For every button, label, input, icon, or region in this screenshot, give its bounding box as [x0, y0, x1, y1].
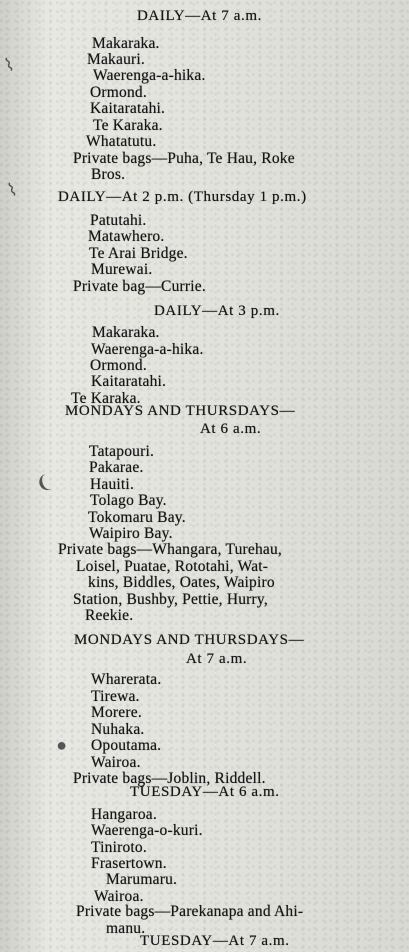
private-bags-line: Private bags—Whangara, Turehau,	[58, 541, 283, 558]
ink-smudge: ⌇	[1, 54, 17, 76]
place-line: Opoutama.	[91, 737, 162, 754]
place-line: Patutahi.	[90, 212, 147, 229]
place-line: Wairoa.	[94, 888, 144, 905]
schedule-heading: TUESDAY—At 7 a.m.	[140, 933, 290, 949]
place-line: Hauiti.	[90, 476, 135, 493]
place-line: Kaitaratahi.	[90, 100, 166, 117]
place-line: Ormond.	[90, 84, 147, 101]
private-bags-line: Private bags—Parekanapa and Ahi-	[76, 903, 304, 920]
place-line: Matawhero.	[88, 228, 165, 245]
place-line: Te Arai Bridge.	[89, 245, 188, 262]
ink-smudge: ●	[52, 733, 70, 757]
place-line: Hangaroa.	[91, 806, 157, 823]
place-line: Nuhaka.	[91, 721, 145, 738]
place-line: Wairoa.	[91, 754, 141, 771]
place-line: Makaraka.	[92, 35, 160, 52]
place-line: Whatatutu.	[86, 133, 157, 150]
schedule-heading: At 6 a.m.	[200, 421, 262, 437]
place-line: Waipiro Bay.	[89, 525, 173, 542]
place-line: Ormond.	[90, 357, 147, 374]
place-line: Waerenga-a-hika.	[91, 341, 204, 358]
schedule-heading: DAILY—At 7 a.m.	[137, 8, 262, 24]
private-bags-line: Private bags—Puha, Te Hau, Roke	[73, 150, 295, 167]
schedule-heading: DAILY—At 3 p.m.	[154, 303, 280, 319]
private-bags-line: Private bag—Currie.	[73, 278, 206, 295]
place-line: Te Karaka.	[93, 117, 163, 134]
place-line: Kaitaratahi.	[91, 373, 167, 390]
schedule-heading: At 7 a.m.	[186, 651, 248, 667]
place-line: Frasertown.	[91, 855, 167, 872]
place-line: Waerenga-a-hika.	[93, 67, 206, 84]
place-line: Waerenga-o-kuri.	[91, 822, 203, 839]
schedule-heading: TUESDAY—At 6 a.m.	[130, 784, 280, 800]
place-line: Tolago Bay.	[90, 492, 167, 509]
place-line: Tirewa.	[91, 688, 140, 705]
place-line: Morere.	[91, 704, 142, 721]
private-bags-line: Reekie.	[85, 607, 134, 624]
schedule-heading: MONDAYS AND THURSDAYS—	[74, 632, 305, 648]
place-line: Pakarae.	[89, 459, 144, 476]
place-line: Marumaru.	[106, 871, 178, 888]
ink-smudge: ⌇	[4, 179, 20, 201]
place-line: Makauri.	[87, 51, 145, 68]
schedule-heading: MONDAYS AND THURSDAYS—	[65, 403, 296, 419]
schedule-heading: DAILY—At 2 p.m. (Thursday 1 p.m.)	[58, 189, 307, 205]
private-bags-line: Station, Bushby, Pettie, Hurry,	[73, 591, 268, 608]
place-line: Makaraka.	[92, 324, 160, 341]
place-line: Murewai.	[91, 261, 153, 278]
private-bags-line: Private bags—Joblin, Riddell.	[73, 770, 266, 787]
place-line: Tiniroto.	[91, 839, 147, 856]
place-line: Tatapouri.	[89, 443, 155, 460]
ink-smudge: ❨	[32, 471, 54, 496]
place-line: Te Karaka.	[71, 390, 141, 407]
place-line: Tokomaru Bay.	[88, 509, 186, 526]
private-bags-line: manu.	[106, 920, 146, 937]
private-bags-line: Loisel, Puatae, Rototahi, Wat-	[76, 558, 269, 575]
private-bags-line: kins, Biddles, Oates, Waipiro	[88, 574, 275, 591]
place-line: Wharerata.	[91, 671, 162, 688]
private-bags-line: Bros.	[91, 166, 126, 183]
